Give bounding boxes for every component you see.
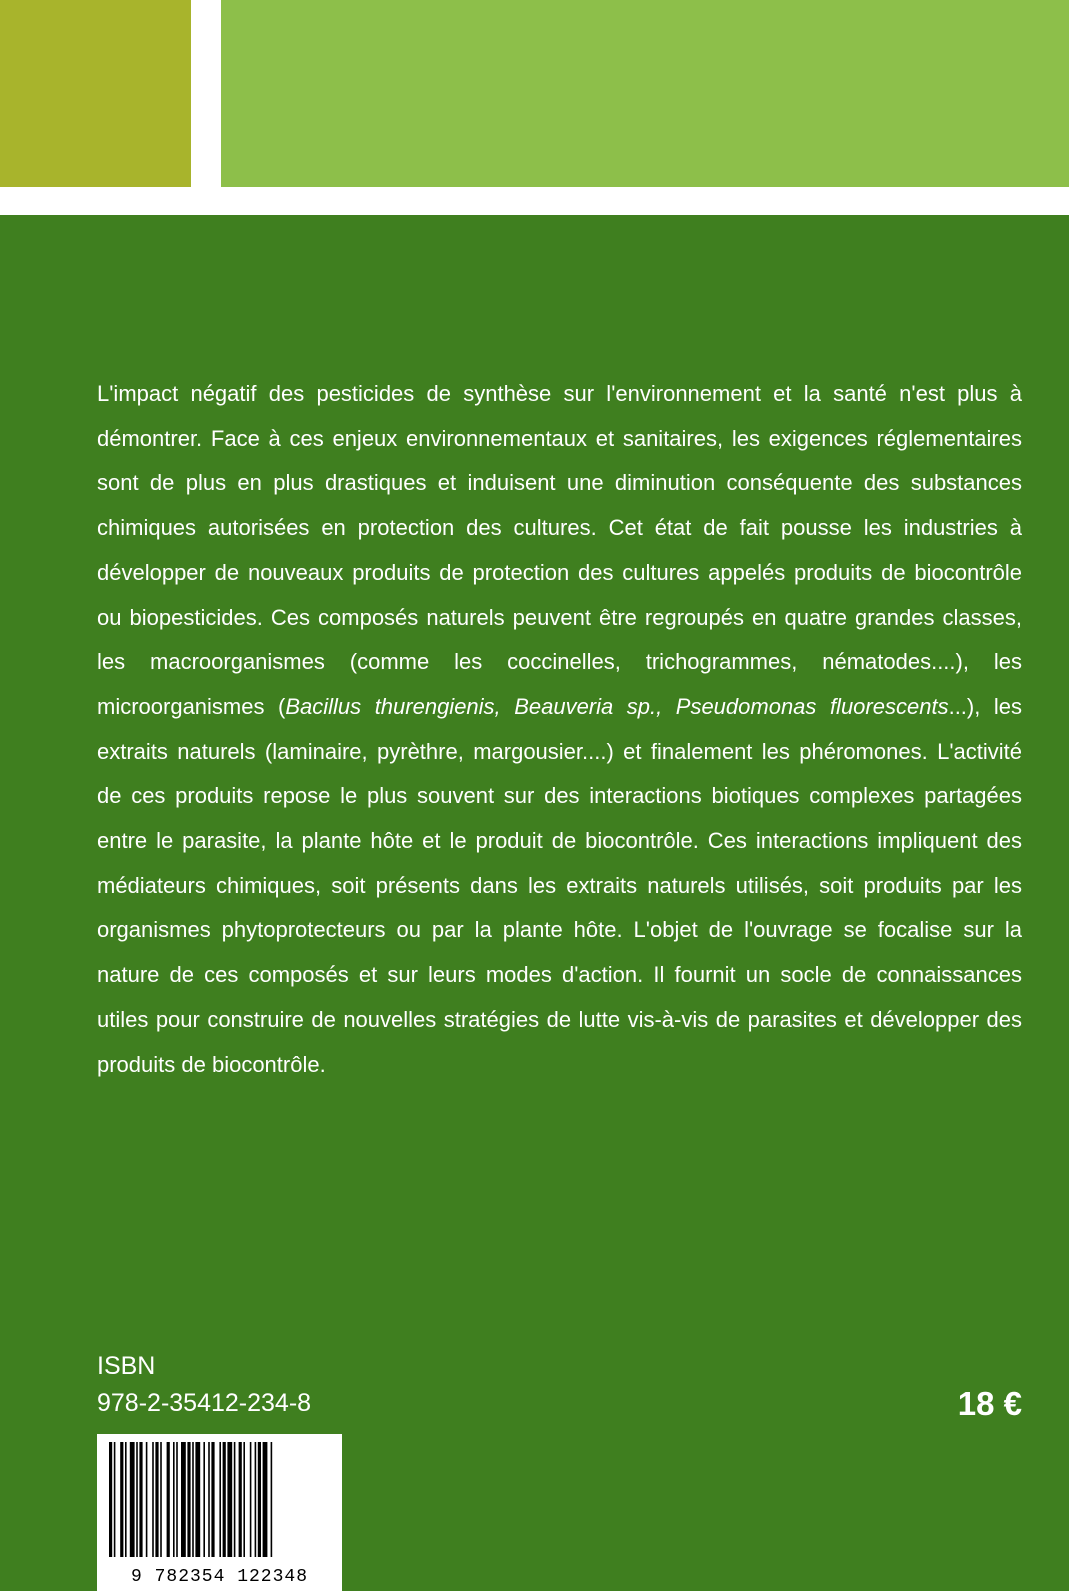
price-tag: 18 €: [957, 1385, 1022, 1422]
barcode-bar: [125, 1442, 127, 1557]
blurb-text-part-1: L'impact négatif des pesticides de synthèse sur l'environnement et la santé n'est plus à démontrer. Face à ces enjeux environnementaux et sanitaires, les exigences réglementaires sont de plus en plus drastiques et induisent une diminution conséquente des substances chimiques autorisées en protection des cultures. Cet état de fait pousse les industries à développer de nouveaux produits de protection des cultures appelés produits de biocontrôle ou biopesticides. Ces composés naturels peuvent être regroupés en quatre grandes classes, les macroorganismes (comme les coccinelles, trichogrammes, nématodes....), les microorganismes (: [97, 381, 1022, 719]
lime-color-block: [221, 0, 1069, 187]
barcode-bar: [192, 1442, 194, 1557]
barcode-bar: [263, 1442, 268, 1557]
barcode-bar: [139, 1442, 142, 1557]
barcode-bar: [155, 1442, 158, 1557]
barcode-bar: [223, 1442, 226, 1557]
blurb-italic-species: Bacillus thurengienis, Beauveria sp., Pseudomonas fluorescents: [285, 693, 949, 719]
barcode-bar: [211, 1442, 214, 1557]
barcode-bar: [152, 1442, 154, 1557]
barcode-digits: 9 782354 122348: [130, 1567, 309, 1587]
barcode-bar: [136, 1442, 138, 1557]
barcode-bar: [187, 1442, 190, 1557]
barcode-bar: [243, 1442, 245, 1557]
barcode-bar: [160, 1442, 162, 1557]
barcode-bar: [146, 1442, 148, 1557]
barcode-bars-icon: [97, 1434, 342, 1564]
barcode-bar: [176, 1442, 178, 1557]
barcode-bar: [195, 1442, 200, 1557]
barcode-bar: [250, 1442, 252, 1557]
olive-color-block: [0, 0, 191, 187]
barcode-bar: [114, 1442, 116, 1557]
barcode-bar: [271, 1442, 273, 1557]
barcode-bar: [208, 1442, 210, 1557]
isbn-number: 978-2-35412-234-8: [97, 1389, 312, 1417]
cover-blurb: [97, 372, 1022, 1087]
barcode-bar: [181, 1442, 186, 1557]
barcode-bar: [109, 1442, 112, 1557]
barcode-bar: [173, 1442, 175, 1557]
barcode-bar: [219, 1442, 221, 1557]
blurb-text-part-2: ...), les extraits naturels (laminaire, pyrèthre, margousier....) et finalement les phéromones. L'activité de ces produits repose le plus souvent sur des interactions biotiques complexes partagées entre le parasite, la plante hôte et le produit de biocontrôle. Ces interactions impliquent des médiateurs chimiques, soit présents dans les extraits naturels utilisés, soit produits par les organismes phytoprotecteurs ou par la plante hôte. L'objet de l'ouvrage se focalise sur la nature de ces composés et sur leurs modes d'action. Il fournit un socle de connaissances utiles pour construire de nouvelles stratégies de lutte vis-à-vis de parasites et développer des produits de biocontrôle.: [97, 693, 1023, 1077]
barcode: [97, 1434, 342, 1591]
isbn-label: ISBN: [97, 1352, 156, 1380]
barcode-bar: [234, 1442, 236, 1557]
barcode-bar: [203, 1442, 205, 1557]
barcode-bar: [167, 1442, 170, 1557]
barcode-bar: [258, 1442, 261, 1557]
barcode-bar: [255, 1442, 257, 1557]
barcode-bar: [227, 1442, 232, 1557]
barcode-bar: [239, 1442, 242, 1557]
barcode-bar: [120, 1442, 123, 1557]
barcode-bar: [130, 1442, 135, 1557]
